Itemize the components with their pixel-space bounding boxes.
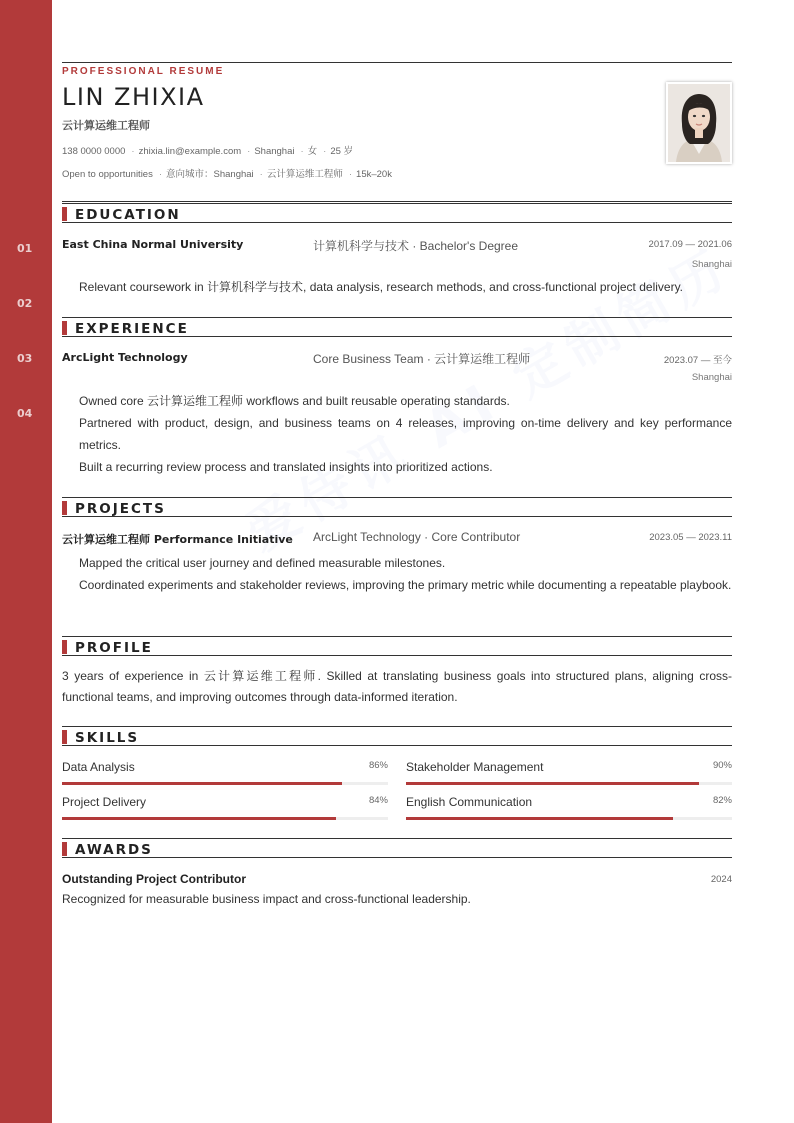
project-name: 云计算运维工程师 Performance Initiative xyxy=(62,533,293,546)
skill-percent: 90% xyxy=(712,760,732,771)
skill-bar xyxy=(62,817,388,820)
experience-bullet: Partnered with product, design, and business teams on 4 releases, improving on-time delivery and key performance metrics. xyxy=(79,416,732,452)
education-date: 2017.09 — 2021.06 xyxy=(648,239,732,250)
sidebar-number: 01 xyxy=(17,242,33,255)
city: Shanghai xyxy=(254,146,295,157)
education-location: Shanghai xyxy=(691,259,732,270)
experience-bullet: Owned core 云计算运维工程师 workflows and built reusable operating standards. xyxy=(79,394,510,408)
project-date: 2023.05 — 2023.11 xyxy=(649,532,732,543)
phone: 138 0000 0000 xyxy=(62,146,126,157)
skill-name: Project Delivery xyxy=(62,795,147,809)
skill-bar-fill xyxy=(62,782,342,785)
section-header-profile xyxy=(62,636,732,656)
section-title: PROJECTS xyxy=(75,501,166,517)
contact-line: 138 0000 0000 · zhixia.lin@example.com · Shanghai · 女 · 25 岁 xyxy=(62,146,354,157)
skill-name: Data Analysis xyxy=(62,760,135,774)
project-role: ArcLight Technology · Core Contributor xyxy=(313,530,521,544)
section-title: EXPERIENCE xyxy=(75,321,189,337)
job-status: Open to opportunities xyxy=(62,169,153,180)
skill-percent: 82% xyxy=(712,795,732,806)
email: zhixia.lin@example.com xyxy=(138,146,242,157)
experience-location: Shanghai xyxy=(691,372,732,383)
target-salary: 15k–20k xyxy=(356,169,392,180)
skill-bar-fill xyxy=(406,782,699,785)
skill-name: English Communication xyxy=(406,795,533,809)
target-role: 云计算运维工程师 xyxy=(266,169,343,180)
skill-name: Stakeholder Management xyxy=(406,760,544,774)
candidate-headline: 云计算运维工程师 xyxy=(62,120,150,132)
resume-kicker: PROFESSIONAL RESUME xyxy=(62,66,225,77)
project-bullet: Mapped the critical user journey and defined measurable milestones. xyxy=(79,556,446,570)
section-title: AWARDS xyxy=(75,842,153,858)
gender: 女 xyxy=(307,146,318,157)
age: 25 岁 xyxy=(330,146,354,157)
award-name: Outstanding Project Contributor xyxy=(62,872,246,886)
preference-line: Open to opportunities · 意向城市：Shanghai · 云计算运维工程师 · 15k–20k xyxy=(62,169,392,180)
section-title: SKILLS xyxy=(75,730,140,746)
section-header-skills xyxy=(62,726,732,746)
section-header-awards xyxy=(62,838,732,858)
skill-bar xyxy=(62,782,388,785)
candidate-name: LIN ZHIXIA xyxy=(62,83,205,111)
experience-bullet: Built a recurring review process and translated insights into prioritized actions. xyxy=(79,460,493,474)
skill-bar xyxy=(406,817,732,820)
section-header-projects xyxy=(62,497,732,517)
award-description: Recognized for measurable business impact and cross-functional leadership. xyxy=(62,892,471,906)
skill-percent: 84% xyxy=(368,795,388,806)
skill-bar-fill xyxy=(62,817,336,820)
sidebar xyxy=(0,0,52,1123)
section-title: PROFILE xyxy=(75,640,153,656)
sidebar-number: 04 xyxy=(17,407,33,420)
company-name: ArcLight Technology xyxy=(62,351,188,364)
sidebar-number: 03 xyxy=(17,352,33,365)
section-header-experience xyxy=(62,317,732,337)
school-name: East China Normal University xyxy=(62,238,244,251)
sidebar-number: 02 xyxy=(17,297,33,310)
job-role: Core Business Team · 云计算运维工程师 xyxy=(313,352,531,366)
skill-bar-fill xyxy=(406,817,673,820)
skill-percent: 86% xyxy=(368,760,388,771)
portrait-illustration xyxy=(668,84,730,162)
target-city: 意向城市：Shanghai xyxy=(166,169,254,180)
experience-date: 2023.07 — 至今 xyxy=(663,355,732,366)
profile-photo xyxy=(666,82,732,164)
section-header-education xyxy=(62,201,732,223)
degree: 计算机科学与技术 · Bachelor's Degree xyxy=(313,239,519,253)
top-rule xyxy=(62,62,732,63)
section-title: EDUCATION xyxy=(75,207,181,223)
profile-summary: 3 years of experience in 云计算运维工程师. Skilled at translating business goals into structured plans, aligning cross-functional teams, and improving outcomes through data-informed iteration. xyxy=(62,669,732,704)
education-description: Relevant coursework in 计算机科学与技术, data analysis, research methods, and cross-functional project delivery. xyxy=(79,280,684,294)
skill-bar xyxy=(406,782,732,785)
project-bullet: Coordinated experiments and stakeholder reviews, improving the primary metric while documenting a repeatable playbook. xyxy=(79,578,732,592)
award-year: 2024 xyxy=(710,874,732,885)
